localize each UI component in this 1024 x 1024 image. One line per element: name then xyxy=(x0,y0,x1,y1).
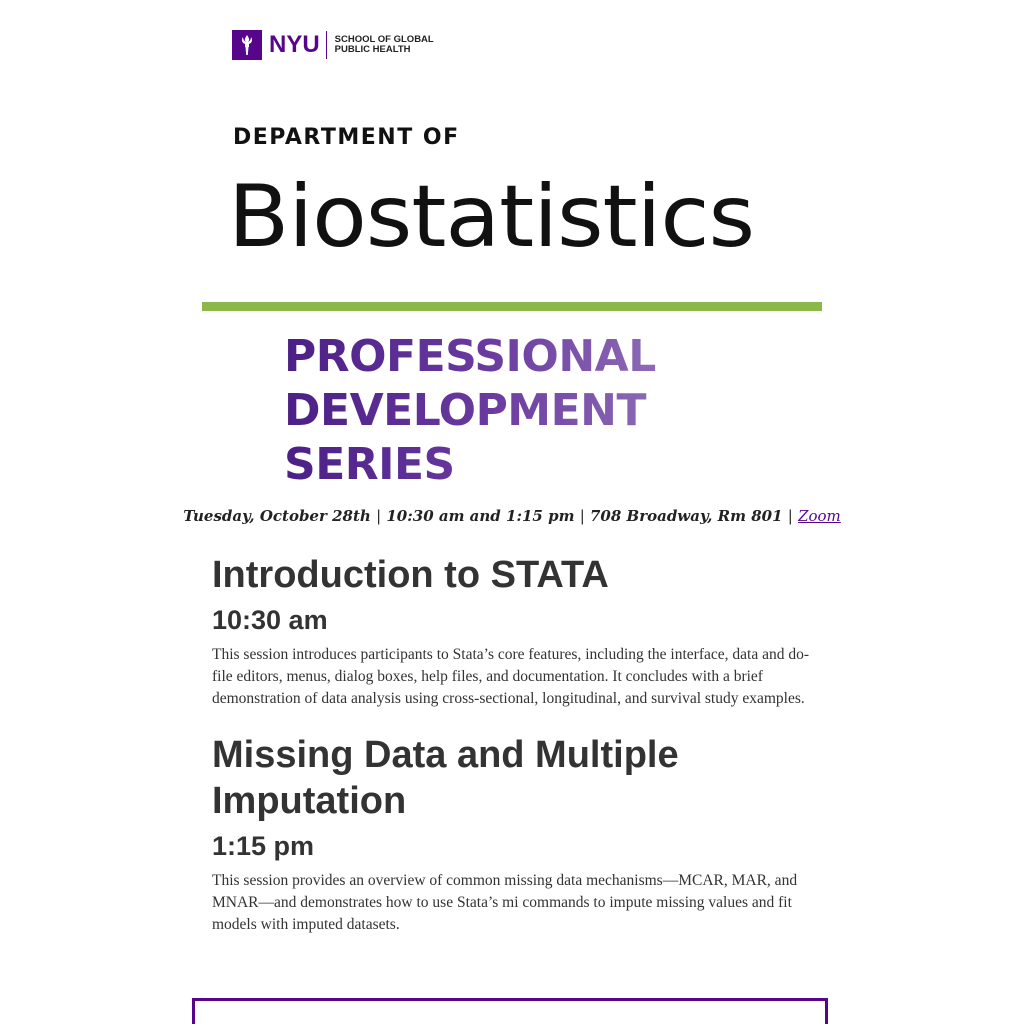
bottom-bordered-box xyxy=(192,998,828,1024)
header-rule xyxy=(202,302,822,311)
series-title-line1: PROFESSIONAL xyxy=(284,331,656,382)
session-title: Missing Data and Multiple Imputation xyxy=(212,734,679,822)
session-description: This session introduces participants to Stata’s core features, including the interface, data and do-file editors, menus, dialog boxes, help files, and documentation. It concludes with a brief demonstration of data analysis using cross-sectional, longitudinal, and survival study examples. xyxy=(212,646,809,707)
session xyxy=(212,552,812,710)
department-name: Biostatistics xyxy=(228,167,755,267)
department-of-label: DEPARTMENT OF xyxy=(233,125,460,150)
school-name-line1: SCHOOL OF GLOBAL xyxy=(334,34,434,45)
series-title-line3: SERIES xyxy=(284,439,455,490)
torch-icon xyxy=(232,30,262,60)
sessions xyxy=(212,552,812,958)
school-name-line2: PUBLIC HEALTH xyxy=(334,44,411,55)
session xyxy=(212,732,812,936)
zoom-link[interactable]: Zoom xyxy=(798,507,841,525)
session-description: This session provides an overview of common missing data mechanisms—MCAR, MAR, and MNAR—and demonstrates how to use Stata’s mi commands to impute missing values and fit models with imputed datasets. xyxy=(212,872,798,933)
event-location: 708 Broadway, Rm 801 xyxy=(589,507,783,525)
nyu-logo xyxy=(232,30,455,60)
event-times: 10:30 am and 1:15 pm xyxy=(386,507,575,525)
event-details xyxy=(0,505,1024,527)
session-time: 1:15 pm xyxy=(212,831,315,861)
series-title xyxy=(284,330,656,492)
session-title: Introduction to STATA xyxy=(212,554,609,596)
school-name xyxy=(335,35,455,55)
separator: | xyxy=(787,507,793,525)
logo-divider xyxy=(326,31,327,59)
event-date: Tuesday, October 28th xyxy=(183,507,371,525)
session-time: 10:30 am xyxy=(212,605,328,635)
separator: | xyxy=(376,507,382,525)
separator: | xyxy=(579,507,585,525)
series-title-line2: DEVELOPMENT xyxy=(284,385,646,436)
nyu-wordmark: NYU xyxy=(269,31,320,58)
